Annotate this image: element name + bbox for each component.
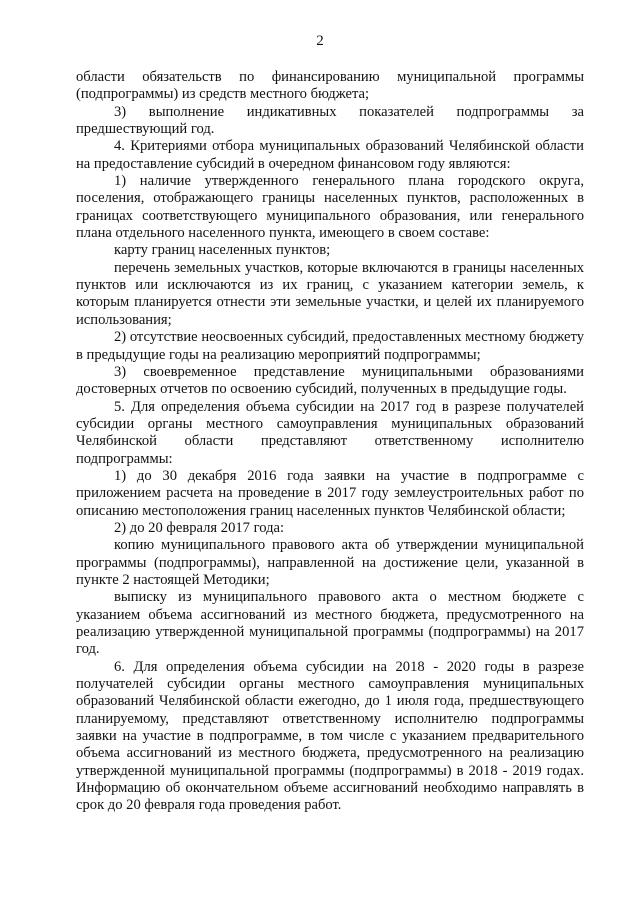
- paragraph-land-list: перечень земельных участков, которые включаются в границы населенных пунктов или исключаются из их границ, с указанием категории земель, к которым планируется отнести эти земельные участки, и целей их планируемого использования;: [76, 259, 584, 328]
- page-number: 2: [316, 33, 324, 49]
- paragraph-section-4: 4. Критериями отбора муниципальных образований Челябинской области на предоставление субсидий в очередном финансовом году являются:: [76, 138, 584, 172]
- paragraph-act-copy: копию муниципального правового акта об утверждении муниципальной программы (подпрограммы), направленной на достижение цели, указанной в пункте 2 настоящей Методики;: [76, 537, 584, 588]
- paragraph-criterion-1: 1) наличие утвержденного генерального плана городского округа, поселения, отображающего границы населенных пунктов, расположенных в границах соответствующего муниципального образования, или генерального плана отдельного населенного пункта, имеющего в своем составе:: [76, 173, 584, 242]
- paragraph-item-3: 3) выполнение индикативных показателей подпрограммы за предшествующий год.: [76, 103, 584, 138]
- document-body: [76, 69, 584, 815]
- paragraph-section-6: 6. Для определения объема субсидии на 2018 - 2020 годы в разрезе получателей субсидии органы местного самоуправления муниципальных образований Челябинской области ежегодно, до 1 июля года, предшествующего планируемому, представляют ответственному исполнителю подпрограммы заявки на участие в подпрограмме, в том числе с указанием предварительного объема ассигнований из местного бюджета, предусмотренного на реализацию утвержденной муниципальной программы (подпрограммы) в 2018 - 2019 годах. Информацию об окончательном объеме ассигнований необходимо направлять в срок до 20 февраля года проведения работ.: [76, 658, 584, 814]
- paragraph-criterion-2: 2) отсутствие неосвоенных субсидий, предоставленных местному бюджету в предыдущие годы на реализацию мероприятий подпрограммы;: [76, 329, 584, 363]
- paragraph-continuation: области обязательств по финансированию муниципальной программы (подпрограммы) из средств местного бюджета;: [76, 69, 584, 103]
- paragraph-map-of-borders: карту границ населенных пунктов;: [114, 242, 331, 259]
- paragraph-deadline-2: 2) до 20 февраля 2017 года:: [114, 519, 285, 536]
- paragraph-budget-extract: выписку из муниципального правового акта о местном бюджете с указанием объема ассигнований из местного бюджета, предусмотренного на реализацию утвержденной муниципальной программы (подпрограммы) на 2017 год.: [76, 589, 584, 658]
- paragraph-section-5: 5. Для определения объема субсидии на 2017 год в разрезе получателей субсидии органы местного самоуправления муниципальных образований Челябинской области представляют ответственному исполнителю подпрограммы:: [76, 398, 584, 467]
- paragraph-deadline-1: 1) до 30 декабря 2016 года заявки на участие в подпрограмме с приложением расчета на проведение в 2017 году землеустроительных работ по описанию местоположения границ населенных пунктов Челябинской области;: [76, 467, 584, 519]
- paragraph-criterion-3: 3) своевременное представление муниципальными образованиями достоверных отчетов по освоению субсидий, полученных в предыдущие годы.: [76, 363, 584, 398]
